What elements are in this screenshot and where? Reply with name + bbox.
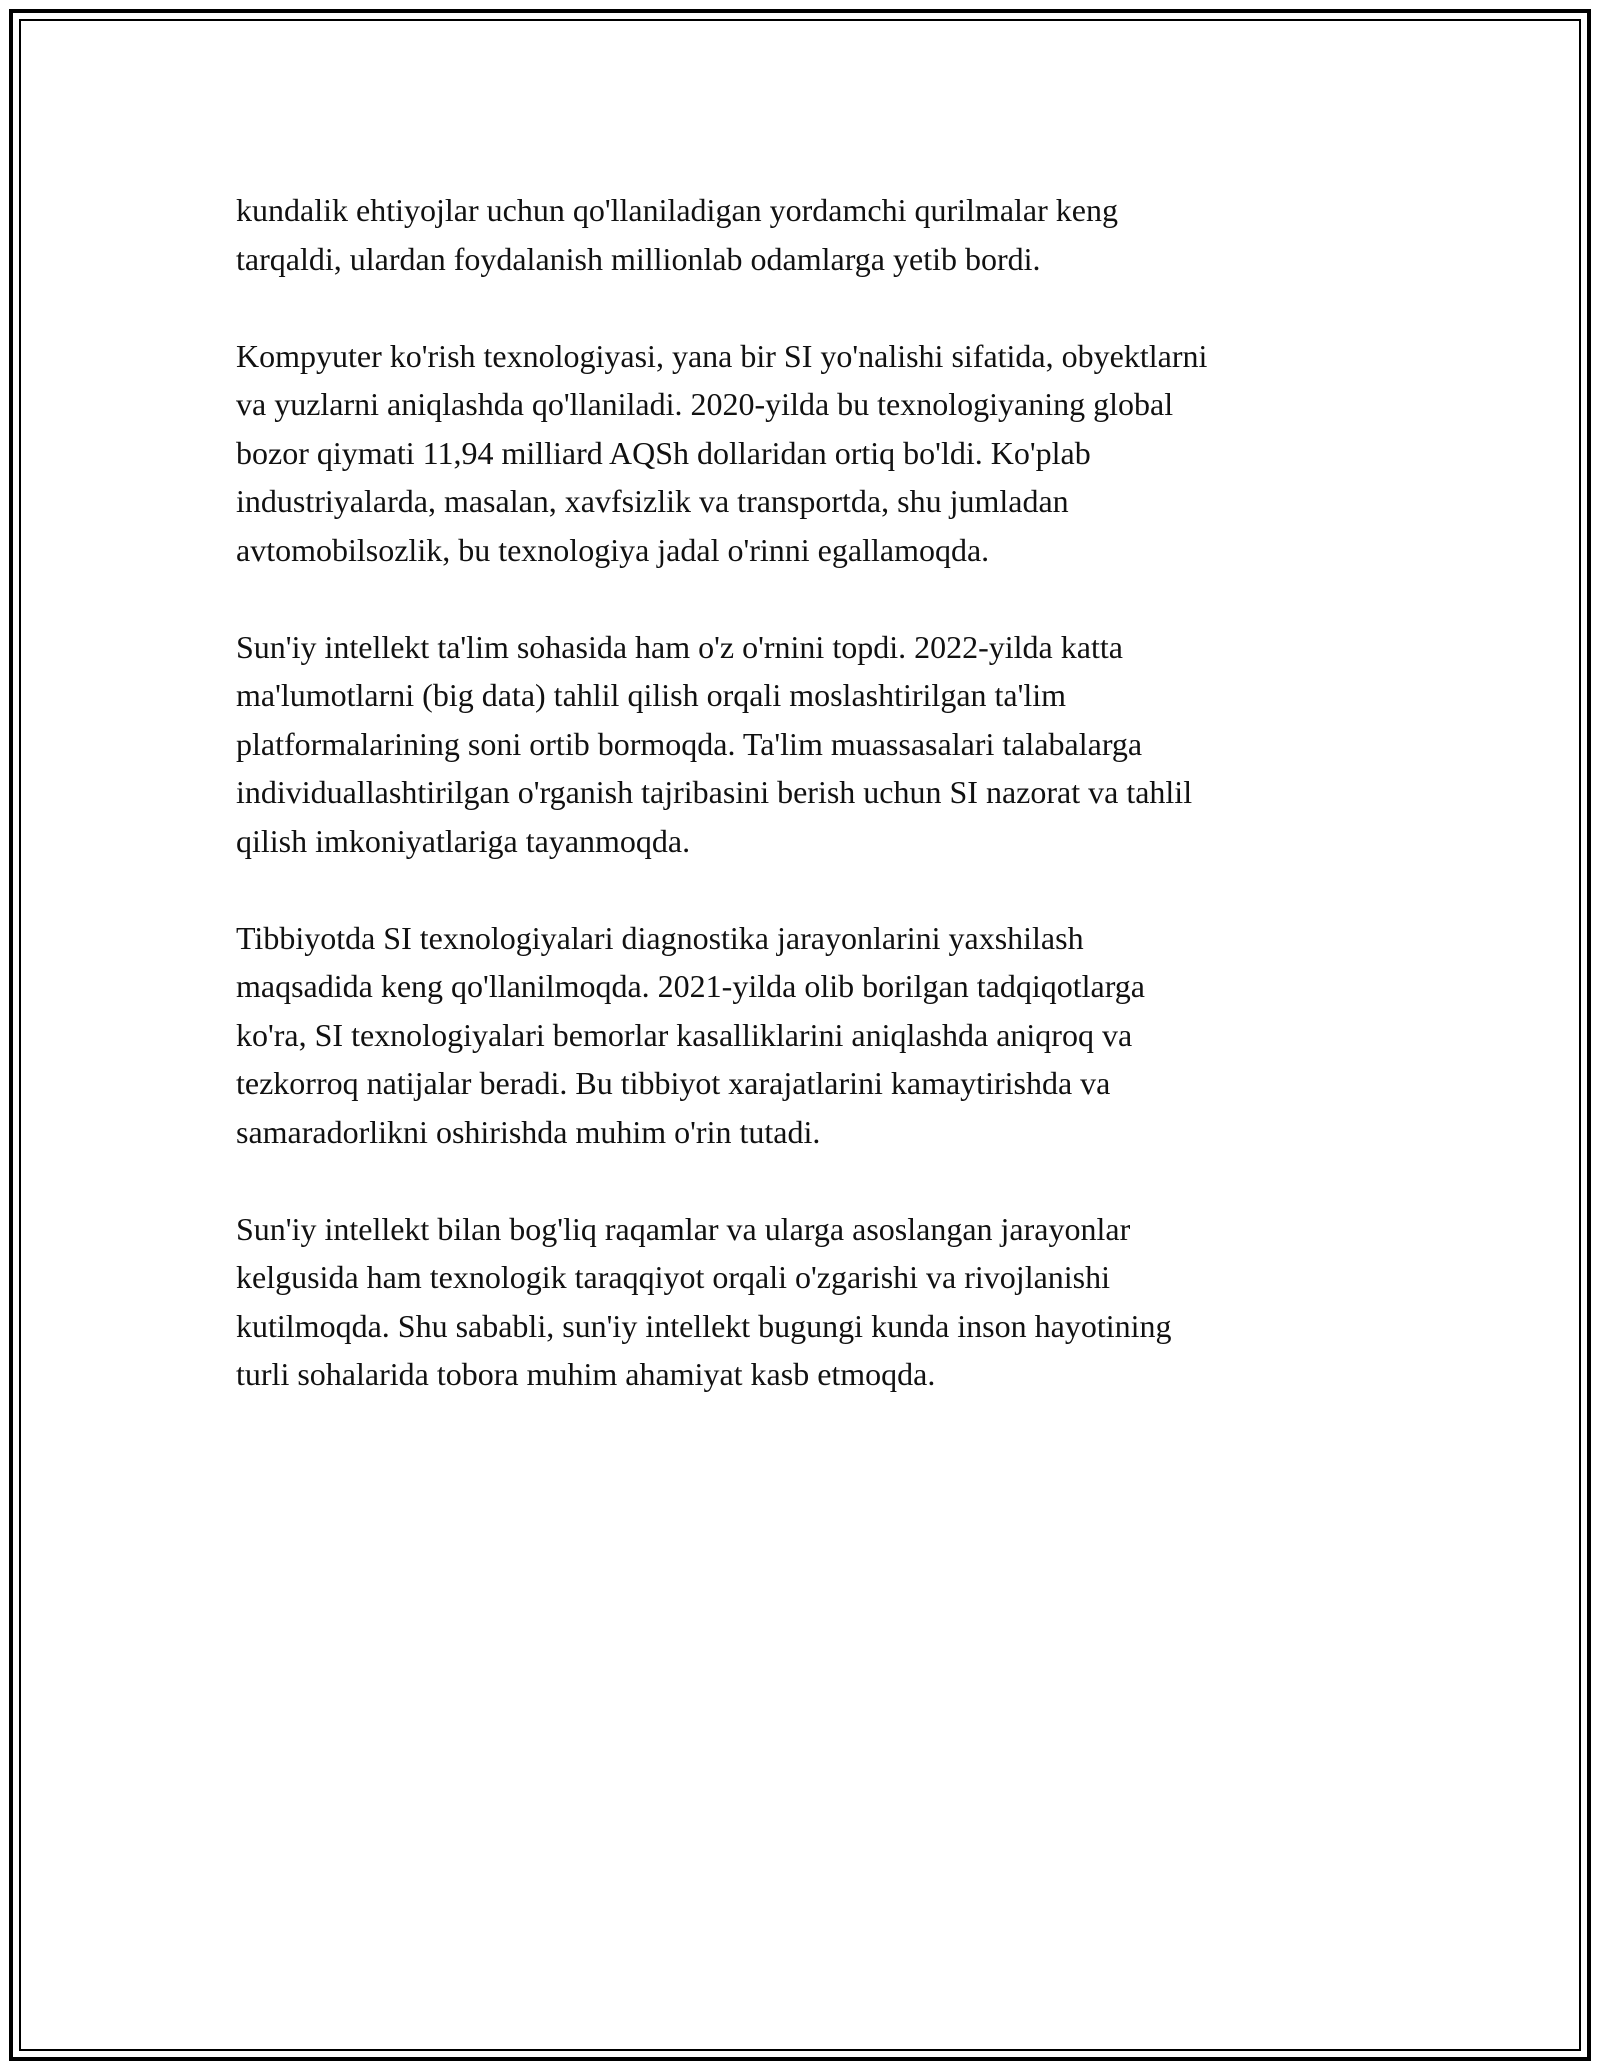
paragraph: Sun'iy intellekt ta'lim sohasida ham o'z o'rnini topdi. 2022-yilda katta ma'lumotlarni (big data) tahlil qilish orqali moslashtirilgan ta'lim platformalarining soni ortib bormoqda. Ta'lim muassasalari talabalarga individuallashtirilgan o'rganish tajribasini berish uchun SI nazorat va tahlil qilish imkoniyatlariga tayanmoqda. [236, 628, 1193, 859]
paragraph: Tibbiyotda SI texnologiyalari diagnostika jarayonlarini yaxshilash maqsadida keng qo'llanilmoqda. 2021-yilda olib borilgan tadqiqotlarga ko'ra, SI texnologiyalari bemorlar kasalliklarini aniqlashda aniqroq va tezkorroq natijalar beradi. Bu tibbiyot xarajatlarini kamaytirishda va samaradorlikni oshirishda muhim o'rin tutadi. [236, 919, 1145, 1150]
document-body [236, 186, 1366, 1447]
paragraph: kundalik ehtiyojlar uchun qo'llaniladigan yordamchi qurilmalar keng tarqaldi, ulardan foydalanish millionlab odamlarga yetib bordi. [236, 192, 1118, 277]
paragraph: Kompyuter ko'rish texnologiyasi, yana bir SI yo'nalishi sifatida, obyektlarni va yuzlarni aniqlashda qo'llaniladi. 2020-yilda bu texnologiyaning global bozor qiymati 11,94 milliard AQSh dollaridan ortiq bo'ldi. Ko'plab industriyalarda, masalan, xavfsizlik va transportda, shu jumladan avtomobilsozlik, bu texnologiya jadal o'rinni egallamoqda. [236, 337, 1208, 568]
paragraph: Sun'iy intellekt bilan bog'liq raqamlar va ularga asoslangan jarayonlar kelgusida ham texnologik taraqqiyot orqali o'zgarishi va rivojlanishi kutilmoqda. Shu sababli, sun'iy intellekt bugungi kunda inson hayotining turli sohalarida tobora muhim ahamiyat kasb etmoqda. [236, 1210, 1172, 1392]
